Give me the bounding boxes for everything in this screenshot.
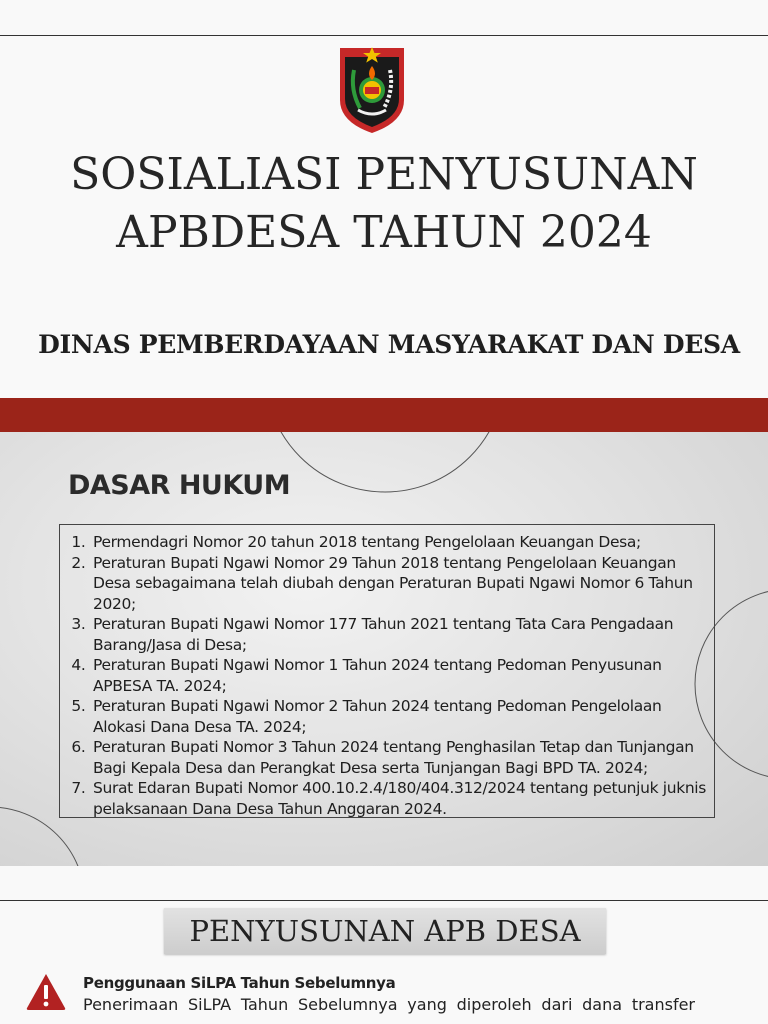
ngawi-regency-emblem-icon: [338, 44, 406, 134]
list-item: 2. Peraturan Bupati Ngawi Nomor 29 Tahun 2018 tentang Pengelolaan Keuangan Desa sebagaimana telah diubah dengan Peraturan Bupati Ngawi Nomor 6 Tahun 2020;: [90, 553, 710, 615]
legal-basis-list: [64, 532, 710, 819]
section-heading: DASAR HUKUM: [68, 470, 291, 501]
accent-bar: [0, 398, 768, 432]
legal-list-box: [59, 524, 715, 818]
list-item: 1. Permendagri Nomor 20 tahun 2018 tentang Pengelolaan Keuangan Desa;: [90, 532, 710, 553]
item-body: Penerimaan SiLPA Tahun Sebelumnya yang diperoleh dari dana transfer: [83, 995, 695, 1014]
section-heading: PENYUSUNAN APB DESA: [164, 908, 606, 954]
legal-basis-slide: [0, 432, 768, 866]
list-item: 3. Peraturan Bupati Ngawi Nomor 177 Tahun 2021 tentang Tata Cara Pengadaan Barang/Jasa di Desa;: [90, 614, 710, 655]
title-line-1: SOSIALIASI PENYUSUNAN: [70, 149, 698, 200]
list-item: 6. Peraturan Bupati Nomor 3 Tahun 2024 tentang Penghasilan Tetap dan Tunjangan Bagi Kepala Desa dan Perangkat Desa serta Tunjangan Bagi BPD TA. 2024;: [90, 737, 710, 778]
divider: [0, 900, 768, 901]
list-item: 5. Peraturan Bupati Ngawi Nomor 2 Tahun 2024 tentang Pedoman Pengelolaan Alokasi Dana Desa TA. 2024;: [90, 696, 710, 737]
budget-preparation-slide: [0, 866, 768, 1024]
title-line-2: APBDESA TAHUN 2024: [116, 207, 652, 258]
warning-icon: [26, 972, 66, 1012]
item-title: Penggunaan SiLPA Tahun Sebelumnya: [83, 974, 396, 992]
list-item: 4. Peraturan Bupati Ngawi Nomor 1 Tahun 2024 tentang Pedoman Penyusunan APBESA TA. 2024;: [90, 655, 710, 696]
subtitle: DINAS PEMBERDAYAAN MASYARAKAT DAN DESA: [38, 330, 740, 359]
title-slide: [0, 0, 768, 432]
divider: [0, 35, 768, 36]
page-title: [0, 146, 768, 262]
list-item: 7. Surat Edaran Bupati Nomor 400.10.2.4/180/404.312/2024 tentang petunjuk juknis pelaksanaan Dana Desa Tahun Anggaran 2024.: [90, 778, 710, 819]
